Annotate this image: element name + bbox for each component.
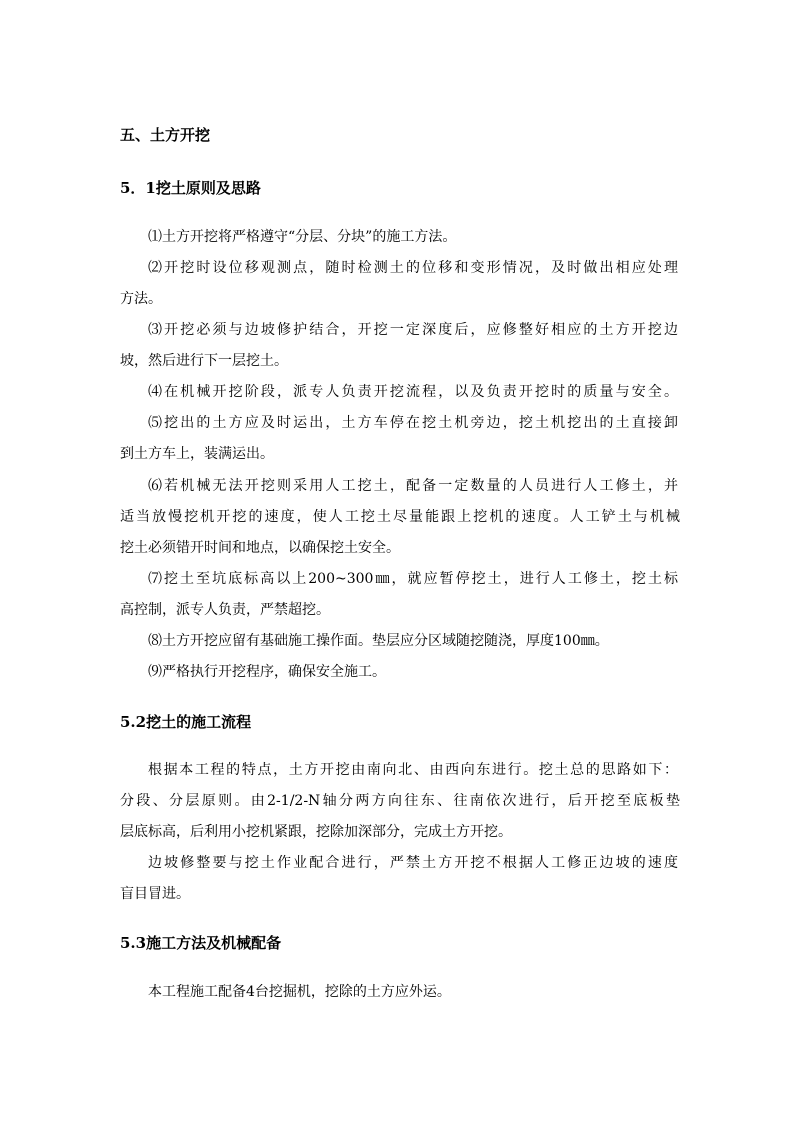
paragraph-line: 本工程施工配备4台挖掘机，挖除的土方应外运。 — [148, 984, 451, 1000]
paragraph-line: ⑶开挖必须与边坡修护结合，开挖一定深度后，应修整好相应的土方开挖边 — [148, 322, 678, 338]
paragraph-line: 边坡修整要与挖土作业配合进行，严禁土方开挖不根据人工修正边坡的速度 — [148, 855, 678, 871]
paragraph-line: ⑺挖土至坑底标高以上200~300㎜，就应暂停挖土，进行人工修土，挖土标 — [148, 571, 678, 587]
paragraph-line: ⑸挖出的土方应及时运出，土方车停在挖土机旁边，挖土机挖出的土直接卸 — [148, 415, 678, 431]
paragraph-line: 根据本工程的特点，土方开挖由南向北、由西向东进行。挖土总的思路如下： — [148, 762, 678, 778]
section-heading-5-3: 5.3施工方法及机械配备 — [120, 934, 282, 952]
paragraph-line: 坡，然后进行下一层挖土。 — [120, 353, 288, 369]
paragraph-line: ⑼严格执行开挖程序，确保安全施工。 — [148, 664, 386, 680]
paragraph-line: 方法。 — [120, 291, 162, 307]
paragraph-line: 到土方车上，装满运出。 — [120, 446, 274, 462]
paragraph-line: 高控制，派专人负责，严禁超挖。 — [120, 602, 330, 618]
paragraph-line: 层底标高，后利用小挖机紧跟，挖除加深部分，完成土方开挖。 — [120, 824, 512, 840]
paragraph-line: ⑹若机械无法开挖则采用人工挖土，配备一定数量的人员进行人工修土，并 — [148, 478, 678, 494]
paragraph-line: 盲目冒进。 — [120, 886, 190, 902]
section-heading-5-1: 5．1挖土原则及思路 — [120, 179, 261, 197]
paragraph-line: ⑷在机械开挖阶段，派专人负责开挖流程，以及负责开挖时的质量与安全。 — [148, 384, 678, 400]
paragraph-line: 挖土必须错开时间和地点，以确保挖土安全。 — [120, 540, 400, 556]
chapter-heading: 五、土方开挖 — [120, 126, 211, 144]
paragraph-line: ⑴土方开挖将严格遵守“分层、分块”的施工方法。 — [148, 229, 457, 245]
paragraph-line: 适当放慢挖机开挖的速度，使人工挖土尽量能跟上挖机的速度。人工铲土与机械 — [120, 509, 680, 525]
paragraph-line: ⑵开挖时设位移观测点，随时检测土的位移和变形情况，及时做出相应处理 — [148, 260, 678, 276]
section-heading-5-2: 5.2挖土的施工流程 — [120, 713, 252, 731]
paragraph-line: 分段、分层原则。由2-1/2-N轴分两方向往东、往南依次进行，后开挖至底板垫 — [120, 793, 680, 809]
paragraph-line: ⑻土方开挖应留有基础施工操作面。垫层应分区域随挖随浇，厚度100㎜。 — [148, 633, 609, 649]
